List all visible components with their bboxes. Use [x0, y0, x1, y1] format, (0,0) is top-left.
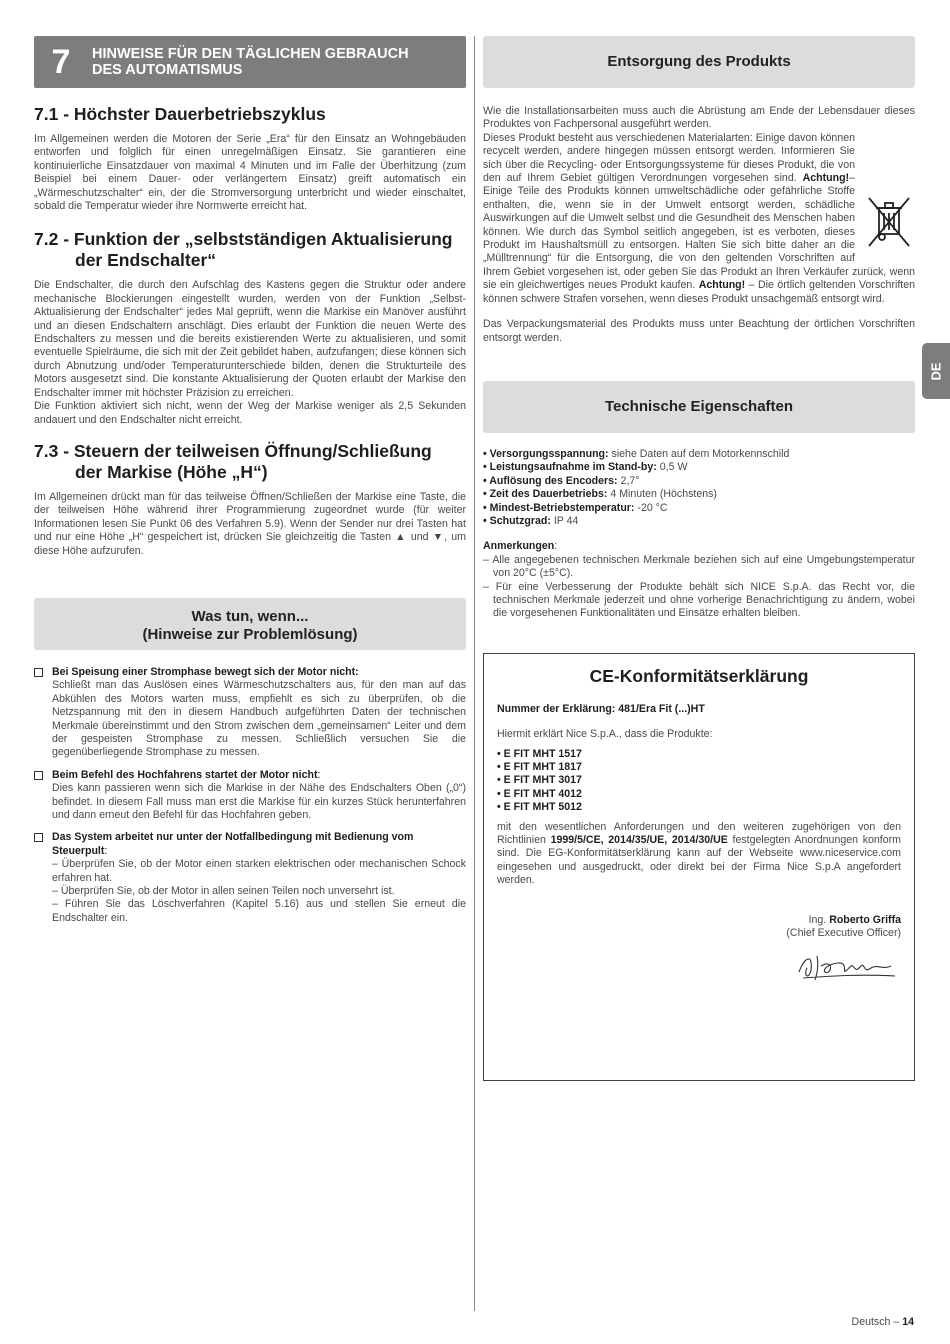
spec-item: • Auflösung des Encoders: 2,7°	[483, 474, 640, 487]
chapter-title-line1: HINWEISE FÜR DEN TÄGLICHEN GEBRAUCH	[92, 46, 409, 62]
page-number: 14	[902, 1316, 914, 1328]
chapter-header	[34, 36, 466, 88]
section-7-1-text: Im Allgemeinen werden die Motoren der Serie „Era“ für den Einsatz an Wohngebäuden entworfen und folglich für einen unregelmäßigen Einsatz. Sie garantieren eine kontinuierliche Einsatzdauer von maximal 4 Minuten und im Falle der Überhitzung (zum Beispiel bei einem Dauer- oder verlängertem Einsatz) greift automatisch ein „Wärmeschutzschalter“ ein, der die Stromversorgung unterbricht und wieder einschaltet, sobald die Temperatur wieder ihre Normwerte erreicht hat.	[34, 133, 466, 213]
trouble-item-title: Bei Speisung einer Stromphase bewegt sich der Motor nicht:	[52, 665, 359, 678]
spec-item: • Zeit des Dauerbetriebs: 4 Minuten (Höchstens)	[483, 488, 717, 501]
trouble-item-title: Das System arbeitet nur unter der Notfallbedingung mit Bedienung vom Steuerpult:	[52, 831, 414, 857]
ce-product: • E FIT MHT 1517	[497, 747, 582, 760]
page-footer	[852, 1316, 914, 1328]
checkbox-icon	[34, 771, 43, 780]
trouble-item	[34, 769, 466, 823]
footer-language: Deutsch –	[851, 1316, 900, 1328]
troubleshooting-title-line1: Was tun, wenn...	[191, 607, 309, 625]
chapter-title	[92, 46, 409, 78]
spec-item: • Leistungsaufnahme im Stand-by: 0,5 W	[483, 461, 688, 474]
right-column	[483, 36, 915, 1081]
section-7-3-heading-line2: der Markise (Höhe „H“)	[75, 461, 268, 482]
note-item: – Alle angegebenen technischen Merkmale beziehen sich auf eine Umgebungstemperatur von 20°C (±5°C).	[483, 553, 915, 580]
signature-icon	[791, 946, 901, 986]
crossed-out-wheelie-bin-icon	[863, 194, 915, 252]
trouble-item	[34, 831, 466, 925]
section-7-2-heading	[34, 229, 466, 271]
section-7-2-heading-line1: 7.2 - Funktion der „selbstständigen Aktualisierung	[34, 229, 453, 250]
troubleshooting-title-line2: (Hinweise zur Problemlösung)	[142, 625, 358, 643]
ce-declaration-box	[483, 653, 915, 1081]
trouble-item	[34, 666, 466, 760]
trouble-item-title: Beim Befehl des Hochfahrens startet der Motor nicht:	[52, 768, 321, 781]
chapter-number: 7	[51, 42, 71, 81]
checkbox-icon	[34, 833, 43, 842]
spec-item: • Mindest-Betriebstemperatur: -20 °C	[483, 501, 668, 514]
ce-products	[497, 748, 901, 815]
ce-product: • E FIT MHT 4012	[497, 787, 582, 800]
signer-role: (Chief Executive Officer)	[786, 927, 901, 940]
section-7-3-text: Im Allgemeinen drückt man für das teilweise Öffnen/Schließen der Markise eine Taste, die der teilweisen Höhe während ihrer Programmierung zugeordnet wurde (für weiter Informationen lesen Sie Punkt 06 des Verfahren 5.9). Wenn der Sender nur drei Tasten hat und nur eine Höhe „H“ gespeichert ist, drücken Sie gleichzeitig die Tasten ▲ und ▼, um diese Höhe aufzurufen.	[34, 490, 466, 557]
tech-notes	[483, 540, 915, 620]
section-7-3-heading-line1: 7.3 - Steuern der teilweisen Öffnung/Schließung	[34, 440, 432, 461]
section-7-2-heading-line2: der Endschalter“	[75, 250, 217, 271]
tech-header: Technische Eigenschaften	[483, 381, 915, 433]
disposal-section	[483, 105, 915, 345]
spec-item: • Versorgungsspannung: siehe Daten auf dem Motorkennschild	[483, 447, 790, 460]
trouble-item-line: – Überprüfen Sie, ob der Motor einen starken elektrischen oder mechanischen Schock erfahren hat.	[52, 858, 466, 884]
note-item: – Für eine Verbesserung der Produkte behält sich NICE S.p.A. das Recht vor, die technischen Merkmale jederzeit und ohne vorherige Benachrichtigung zu ändern, wobei die vorgesehenen Funktionalitäten und Einsätze erhalten bleiben.	[483, 580, 915, 620]
ce-number: Nummer der Erklärung: 481/Era Fit (...)HT	[497, 702, 705, 715]
column-divider	[474, 36, 475, 1311]
trouble-item-line: – Führen Sie das Löschverfahren (Kapitel 5.16) aus und stellen Sie erneut die Endschalter ein.	[52, 898, 466, 924]
ce-product: • E FIT MHT 1817	[497, 761, 582, 773]
ce-intro: Hiermit erklärt Nice S.p.A., dass die Produkte:	[497, 728, 713, 741]
chapter-title-line2: DES AUTOMATISMUS	[92, 62, 243, 78]
disposal-text-a: Wie die Installationsarbeiten muss auch die Abrüstung am Ende der Lebensdauer dieses Produktes von Fachpersonal ausgeführt werden.	[483, 105, 915, 131]
trouble-item-line: – Überprüfen Sie, ob der Motor in allen seinen Teilen noch unversehrt ist.	[52, 885, 395, 898]
trouble-item-text: Dies kann passieren wenn sich die Markise in der Nähe des Endschalters Oben („0“) befindet. In diesem Fall muss man erst die Markise für ein kurzes Stück herunterfahren und dann erneut den Befehl für das Hochfahren geben.	[52, 782, 466, 821]
troubleshooting-header	[34, 598, 466, 650]
checkbox-icon	[34, 668, 43, 677]
ce-text: mit den wesentlichen Anforderungen und den weiteren zugehörigen von den Richtlinien 1999/5/CE, 2014/35/UE, 2014/30/UE festgelegten Anordnungen konform sind. Die EG-Konformitätserklärung kann auf der Webseite www.niceservice.com eingesehen und ausgedruckt, oder direkt bei der Firma Nice S.p.A angefordert werden.	[497, 820, 901, 887]
disposal-header: Entsorgung des Produkts	[483, 36, 915, 88]
ce-signer	[497, 914, 901, 992]
trouble-item-text: Schließt man das Auslösen eines Wärmeschutzschalters aus, für den man auf das Abkühlen des Motors warten muss, empfiehlt es sich zu überprüfen, ob die Netzspannung mit den in diesem Handbuch aufgeführten Daten der technischen Merkmale übereinstimmt und den Strom zwischen dem „gemeinsamen“ Leiter und dem der gespeisten Stromphase zu messen. Schließlich versuchen Sie die gegenüberliegende Stromphase zu messen.	[52, 679, 466, 759]
section-7-2-note: Die Funktion aktiviert sich nicht, wenn der Weg der Markise weniger als 2,5 Sekunden andauert und den Endschalter nicht erreicht.	[34, 400, 466, 426]
spec-item: • Schutzgrad: IP 44	[483, 514, 579, 527]
tech-specs	[483, 448, 915, 528]
troubleshooting-list	[34, 666, 466, 925]
signer-name: Ing. Roberto Griffa	[808, 913, 901, 926]
ce-product: • E FIT MHT 5012	[497, 801, 582, 814]
section-7-2-text: Die Endschalter, die durch den Aufschlag des Kastens gegen die Struktur oder andere mechanische Blockierungen eingestellt wurden, werden von der Funktion „Selbst-Aktualisierung der Endschalter“ jedes Mal geprüft, wenn die Markise ein Manöver ausführt und an diesen Endschaltern anschlägt. Dies erlaubt der Funktion die neuen Werte des Endschalters zu messen und die bereits existierenden Werte zu aktualisieren, und somit eventuelle Spielräume, die sich mit der Zeit gebildet haben, aufzufangen; diese können sich durch Abnutzung und/oder Temperaturunterschiede bilden, denen die Strukturteile des Motors ausgesetzt sind. Die konstante Aktualisierung der Quoten erlaubt der Markise den Endschalter immer mit höchster Präzision zu erreichen.	[34, 279, 466, 399]
ce-product: • E FIT MHT 3017	[497, 774, 582, 787]
section-7-1-heading: 7.1 - Höchster Dauerbetriebszyklus	[34, 104, 326, 124]
left-column	[34, 36, 466, 934]
notes-title: Anmerkungen:	[483, 540, 558, 553]
language-tab: DE	[922, 343, 950, 399]
section-7-3-heading	[34, 441, 466, 483]
ce-title: CE-Konformitätserklärung	[589, 665, 809, 686]
disposal-text-b: Dieses Produkt besteht aus verschiedenen Materialarten: Einige davon können recycelt werden, andere hingegen müssen entsorgt werden. Informieren Sie sich über die Recycling- oder Entsorgungssysteme für dieses Produkt, die von den auf Ihrem Gebiet gültigen Verordnungen vorgesehen sind. Achtung!– Einige Teile des Produkts können umweltschädliche oder gefährliche Stoffe enthalten, die, wenn sie in der Umwelt entsorgt werden, schädliche Auswirkungen auf die Umwelt selbst und die Gesundheit des Menschen haben können. Wie durch das Symbol seitlich angegeben, ist es verboten, dieses Produkt im Haushaltsmüll zu entsorgen. Halten Sie sich bitte daher an die „Mülltrennung“ für die Entsorgung, die von den geltenden Vorschriften auf Ihrem Gebiet vorgesehen ist, oder geben Sie das Produkt an Ihren Verkäufer zurück, wenn sie ein gleichwertiges neues Produkt kaufen. Achtung! – Die örtlich geltenden Vorschriften können schwere Strafen vorsehen, wenn dieses Produkt unsachgemäß entsorgt wird.	[483, 131, 915, 305]
disposal-text-c: Das Verpackungsmaterial des Produkts muss unter Beachtung der örtlichen Vorschriften entsorgt werden.	[483, 318, 915, 344]
